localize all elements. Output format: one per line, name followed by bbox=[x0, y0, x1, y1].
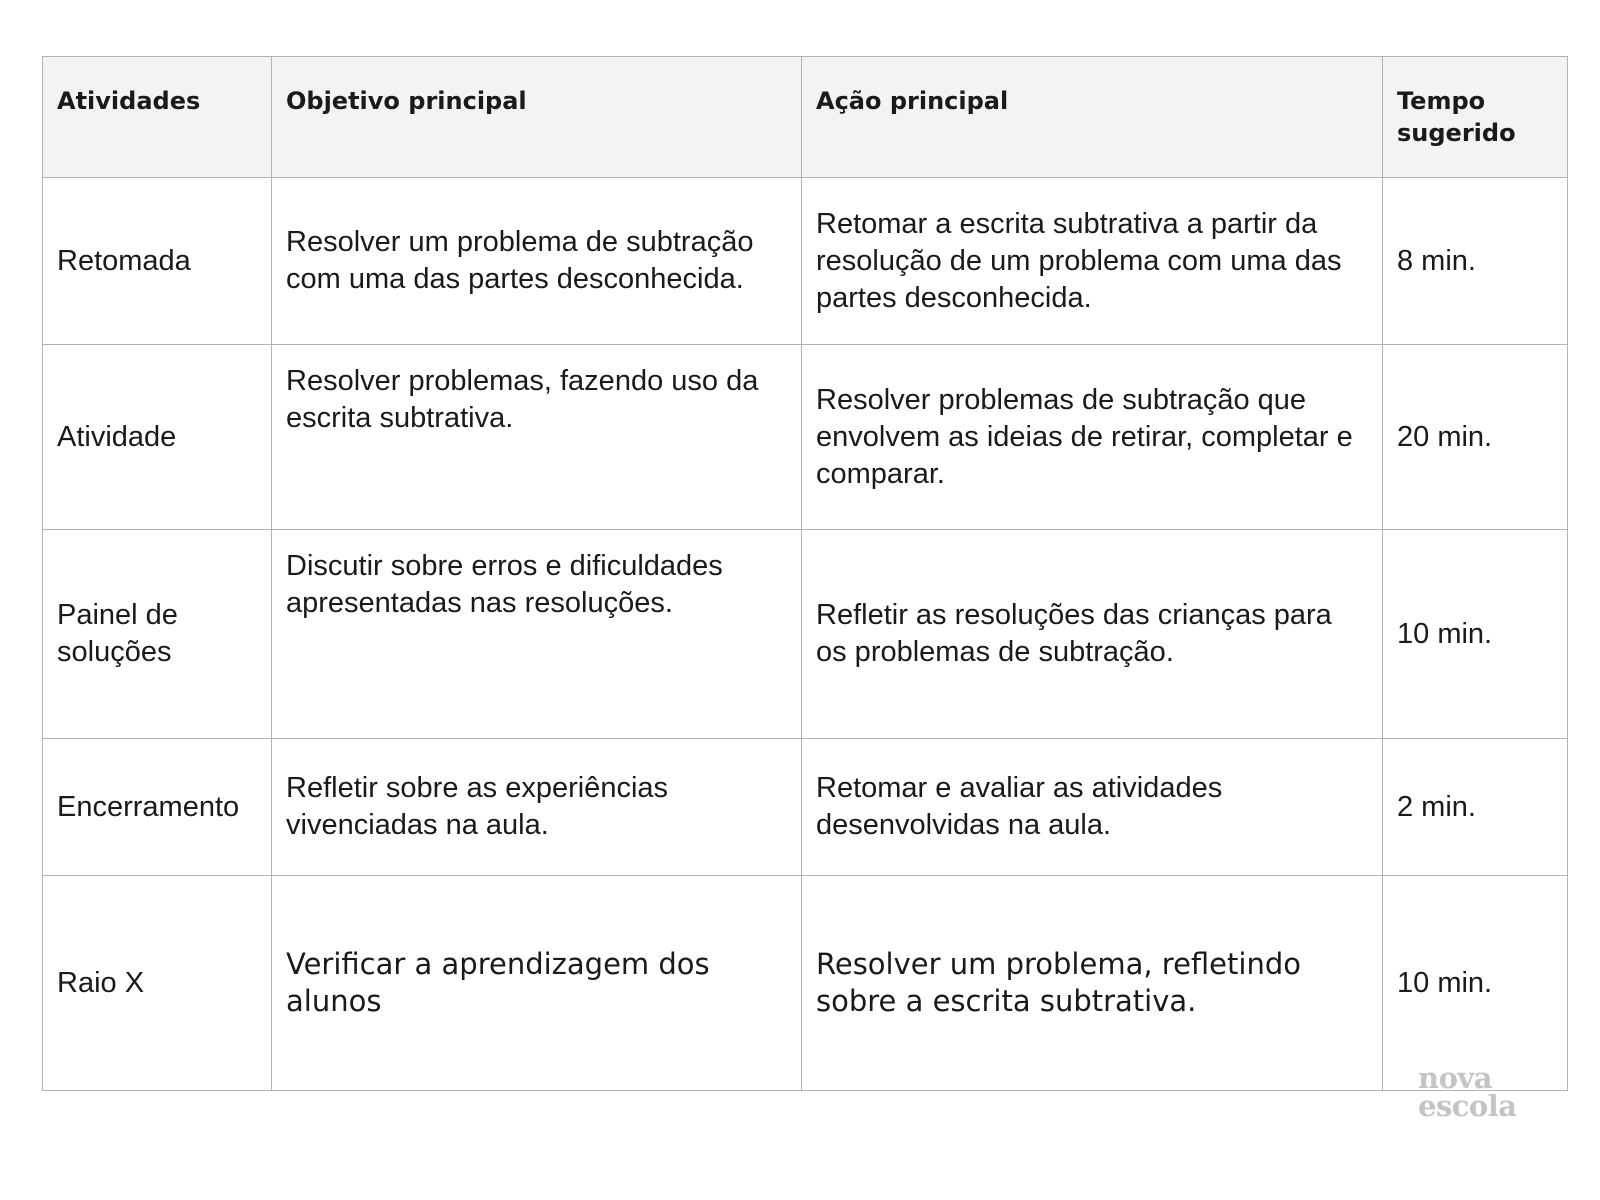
cell-acao: Resolver problemas de subtração que envolvem as ideias de retirar, completar e comparar. bbox=[802, 345, 1383, 530]
header-atividades: Atividades bbox=[43, 57, 272, 178]
cell-acao: Refletir as resoluções das crianças para os problemas de subtração. bbox=[802, 530, 1383, 739]
cell-tempo: 10 min. bbox=[1383, 876, 1568, 1091]
table-row bbox=[43, 178, 1568, 345]
cell-atividade: Raio X bbox=[43, 876, 272, 1091]
cell-objetivo: Refletir sobre as experiências vivenciadas na aula. bbox=[272, 739, 802, 876]
cell-tempo: 10 min. bbox=[1383, 530, 1568, 739]
table-header-row bbox=[43, 57, 1568, 178]
table-row bbox=[43, 876, 1568, 1091]
cell-tempo: 8 min. bbox=[1383, 178, 1568, 345]
logo-line-nova: nova bbox=[1418, 1061, 1493, 1095]
cell-acao: Resolver um problema, refletindo sobre a escrita subtrativa. bbox=[802, 876, 1383, 1091]
cell-atividade: Atividade bbox=[43, 345, 272, 530]
table-row bbox=[43, 345, 1568, 530]
header-acao-principal: Ação principal bbox=[802, 57, 1383, 178]
cell-atividade: Painel de soluções bbox=[43, 530, 272, 739]
cell-tempo: 20 min. bbox=[1383, 345, 1568, 530]
table-row bbox=[43, 739, 1568, 876]
cell-objetivo: Resolver um problema de subtração com uma das partes desconhecida. bbox=[272, 178, 802, 345]
cell-tempo: 2 min. bbox=[1383, 739, 1568, 876]
table-row bbox=[43, 530, 1568, 739]
cell-atividade: Retomada bbox=[43, 178, 272, 345]
logo-line-escola: escola bbox=[1418, 1089, 1517, 1123]
cell-objetivo: Verificar a aprendizagem dos alunos bbox=[272, 876, 802, 1091]
cell-acao: Retomar e avaliar as atividades desenvolvidas na aula. bbox=[802, 739, 1383, 876]
header-tempo-sugerido: Tempo sugerido bbox=[1383, 57, 1568, 178]
header-objetivo-principal: Objetivo principal bbox=[272, 57, 802, 178]
cell-objetivo: Discutir sobre erros e dificuldades apresentadas nas resoluções. bbox=[272, 530, 802, 739]
lesson-plan-table bbox=[42, 56, 1568, 1095]
cell-acao: Retomar a escrita subtrativa a partir da resolução de um problema com uma das partes desconhecida. bbox=[802, 178, 1383, 345]
cell-atividade: Encerramento bbox=[43, 739, 272, 876]
cell-objetivo: Resolver problemas, fazendo uso da escrita subtrativa. bbox=[272, 345, 802, 530]
nova-escola-logo bbox=[1418, 1061, 1517, 1123]
